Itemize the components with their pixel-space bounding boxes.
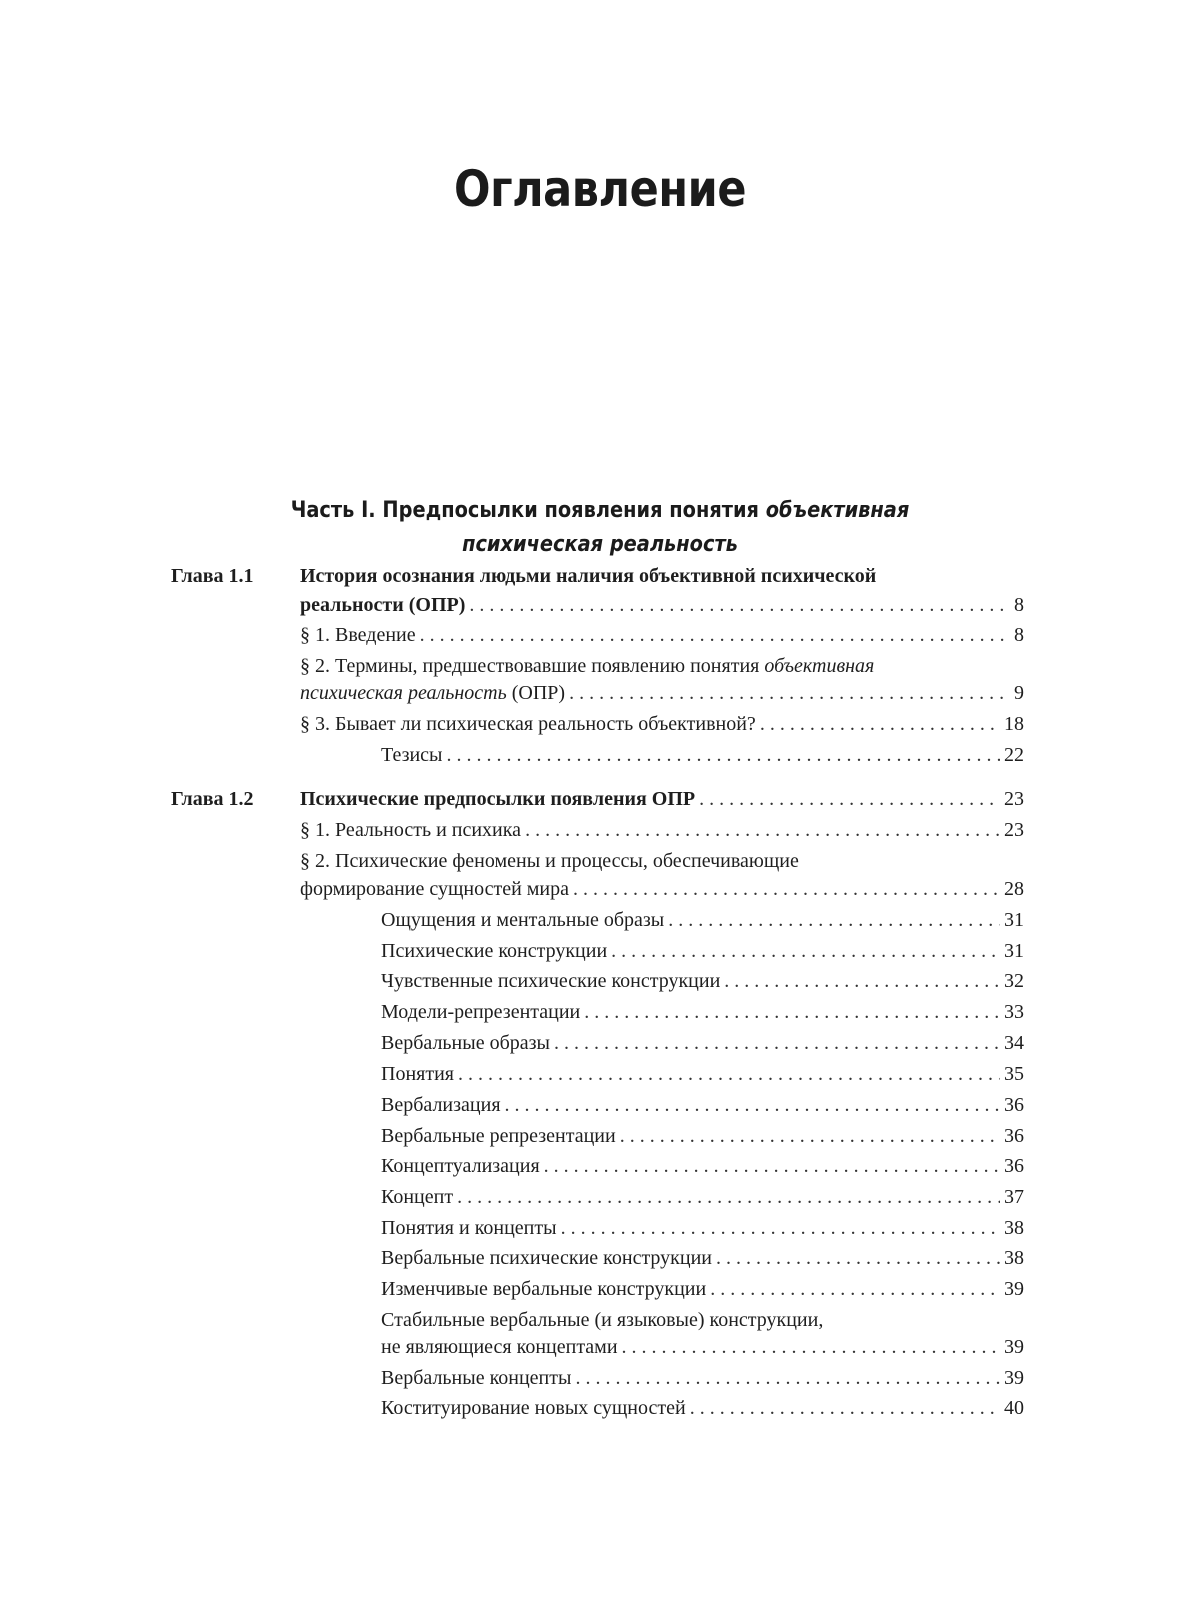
toc-subentry[interactable]	[381, 1061, 1024, 1087]
dot-leader	[447, 742, 1001, 768]
entry-title: Психические конструкции	[381, 940, 608, 962]
entry-title: Понятия	[381, 1063, 454, 1085]
page-number: 35	[1004, 1063, 1024, 1085]
toc-subentry[interactable]	[381, 1334, 1024, 1360]
toc-subentry[interactable]	[381, 1092, 1024, 1118]
page-number: 38	[1004, 1247, 1024, 1269]
dot-leader	[584, 999, 1000, 1025]
entry-title: Вербальные репрезентации	[381, 1125, 616, 1147]
dot-leader	[690, 1395, 1000, 1421]
toc-entry-phenomena[interactable]	[300, 876, 1024, 902]
toc-subentry[interactable]	[381, 1153, 1024, 1179]
toc-entry-reality[interactable]	[300, 817, 1024, 843]
entry-title: § 3. Бывает ли психическая реальность объективной?	[300, 713, 756, 735]
toc-subentry[interactable]	[381, 1395, 1024, 1421]
page-number: 31	[1004, 909, 1024, 931]
toc-subentry[interactable]	[381, 938, 1024, 964]
entry-title: Тезисы	[381, 744, 443, 766]
page-number: 23	[1004, 819, 1024, 841]
page-number: 36	[1004, 1094, 1024, 1116]
part-heading-emphasis-2: психическая реальность	[462, 532, 738, 557]
toc-subentry-stable-line1[interactable]: Стабильные вербальные (и языковые) конструкции,	[381, 1309, 824, 1331]
dot-leader	[710, 1276, 1000, 1302]
entry-title: Вербальные концепты	[381, 1367, 572, 1389]
page-number: 39	[1004, 1336, 1024, 1358]
toc-subentry[interactable]	[381, 1245, 1024, 1271]
toc-subentry[interactable]	[381, 1276, 1024, 1302]
dot-leader	[760, 711, 1000, 737]
page-number: 40	[1004, 1397, 1024, 1419]
dot-leader	[554, 1030, 1000, 1056]
toc-entry-theses[interactable]	[381, 742, 1024, 768]
entry-title: Коституирование новых сущностей	[381, 1397, 686, 1419]
toc-subentry[interactable]	[381, 968, 1024, 994]
chapter-title-1-1-line1: История осознания людьми наличия объективной психической	[300, 565, 877, 587]
page-number: 36	[1004, 1125, 1024, 1147]
page-number: 37	[1004, 1186, 1024, 1208]
page-number: 22	[1004, 744, 1024, 766]
entry-title: Изменчивые вербальные конструкции	[381, 1278, 707, 1300]
entry-title: Модели-репрезентации	[381, 1001, 581, 1023]
entry-title: не являющиеся концептами	[381, 1336, 618, 1358]
dot-leader	[505, 1092, 1000, 1118]
page-number: 34	[1004, 1032, 1024, 1054]
dot-leader	[611, 938, 1000, 964]
toc-subentry[interactable]	[381, 907, 1024, 933]
part-heading-emphasis-1: объективная	[765, 498, 910, 523]
entry-title: (ОПР)	[506, 682, 566, 704]
entry-title: Вербальные образы	[381, 1032, 550, 1054]
entry-title-emphasis: психическая реальность	[300, 682, 507, 704]
entry-title: Вербальные психические конструкции	[381, 1247, 712, 1269]
page-number: 39	[1004, 1278, 1024, 1300]
page-number: 39	[1004, 1367, 1024, 1389]
dot-leader	[469, 592, 1010, 618]
page-number: 28	[1004, 878, 1024, 900]
dot-leader	[561, 1215, 1000, 1241]
entry-title: § 1. Введение	[300, 624, 416, 646]
toc-entry-chapter-1-1[interactable]	[300, 592, 1024, 618]
page-number: 23	[1004, 788, 1024, 810]
entry-title: Ощущения и ментальные образы	[381, 909, 665, 931]
part-heading-prefix: Часть I. Предпосылки появления понятия	[290, 498, 766, 523]
page-number: 31	[1004, 940, 1024, 962]
page-title: Оглавление	[453, 160, 747, 218]
page-number: 18	[1004, 713, 1024, 735]
dot-leader	[668, 907, 1000, 933]
dot-leader	[575, 1365, 1000, 1391]
chapter-label-1-2: Глава 1.2	[171, 788, 254, 810]
toc-entry-terms-line1[interactable]	[300, 653, 874, 679]
toc-entry-objective[interactable]	[300, 711, 1024, 737]
entry-title: Концепт	[381, 1186, 454, 1208]
entry-title: Концептуализация	[381, 1155, 540, 1177]
entry-title: Чувственные психические конструкции	[381, 970, 721, 992]
toc-entry-intro[interactable]	[300, 622, 1024, 648]
chapter-title-1-2: Психические предпосылки появления ОПР	[300, 788, 696, 810]
toc-subentry[interactable]	[381, 1123, 1024, 1149]
toc-subentry[interactable]	[381, 1184, 1024, 1210]
chapter-title-1-1-line2: реальности (ОПР)	[300, 594, 466, 616]
toc-subentry[interactable]	[381, 1365, 1024, 1391]
entry-title: § 2. Термины, предшествовавшие появлению понятия	[300, 655, 765, 677]
dot-leader	[724, 968, 1000, 994]
page-number: 33	[1004, 1001, 1024, 1023]
dot-leader	[573, 876, 1000, 902]
entry-title: § 1. Реальность и психика	[300, 819, 522, 841]
toc-entry-phenomena-line1[interactable]: § 2. Психические феномены и процессы, обеспечивающие	[300, 850, 799, 872]
entry-title: Понятия и концепты	[381, 1217, 557, 1239]
page-number: 8	[1014, 594, 1024, 616]
page-number: 9	[1014, 682, 1024, 704]
page-number: 38	[1004, 1217, 1024, 1239]
toc-entry-chapter-1-2[interactable]	[300, 786, 1024, 812]
entry-title: Вербализация	[381, 1094, 501, 1116]
dot-leader	[544, 1153, 1000, 1179]
dot-leader	[569, 680, 1010, 706]
entry-title: формирование сущностей мира	[300, 878, 570, 900]
dot-leader	[458, 1061, 1000, 1087]
toc-entry-terms[interactable]	[300, 680, 1024, 706]
entry-title-emphasis: объективная	[764, 655, 875, 677]
chapter-label-1-1: Глава 1.1	[171, 565, 254, 587]
toc-subentry[interactable]	[381, 1030, 1024, 1056]
dot-leader	[622, 1334, 1000, 1360]
dot-leader	[420, 622, 1010, 648]
dot-leader	[525, 817, 1000, 843]
page-number: 8	[1014, 624, 1024, 646]
page-number: 36	[1004, 1155, 1024, 1177]
dot-leader	[699, 786, 1000, 812]
dot-leader	[620, 1123, 1000, 1149]
page-number: 32	[1004, 970, 1024, 992]
toc-subentry[interactable]	[381, 1215, 1024, 1241]
dot-leader	[457, 1184, 1000, 1210]
dot-leader	[716, 1245, 1000, 1271]
toc-subentry[interactable]	[381, 999, 1024, 1025]
